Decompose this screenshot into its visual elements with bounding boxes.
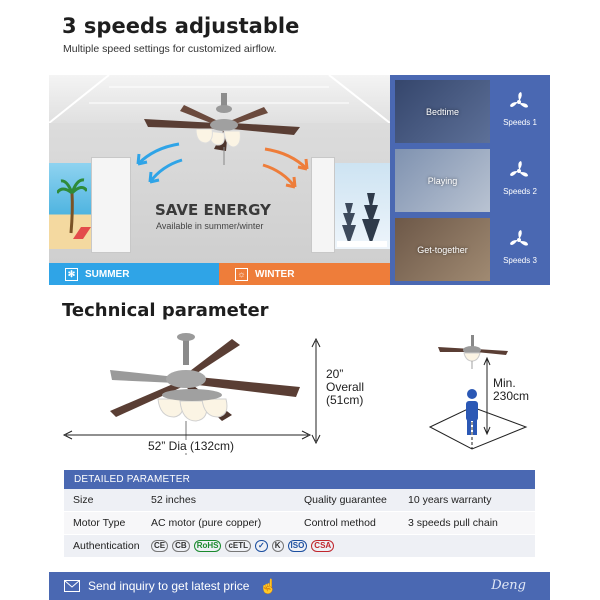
rohs-mark: RoHS [194,540,222,552]
row-label: Authentication [73,540,140,552]
save-energy-title: SAVE ENERGY [155,201,271,219]
inquiry-bar[interactable] [49,572,550,600]
etl-mark: cETL [225,540,251,552]
row-label: Motor Type [73,517,126,529]
cool-airflow-arrows [124,140,184,190]
section-subtitle-speeds: Multiple speed settings for customized airflow. [63,43,277,55]
k-mark: K [272,540,284,552]
snowy-trees-icon [337,185,387,247]
speed-2-label: Speeds 2 [503,187,537,196]
height-label: Overall [326,380,365,394]
playing-photo [395,149,490,212]
summer-bar [49,263,219,285]
row-label: Quality guarantee [304,494,387,506]
ce-mark: CE [151,540,168,552]
pointer-hand-icon: ☝ [259,577,277,594]
fan-icon [508,229,530,251]
min-value: 230cm [493,389,530,403]
fan-icon [508,91,530,113]
check-mark: ✓ [255,540,268,552]
speed-row-3 [390,215,550,283]
parameter-table-header: DETAILED PARAMETER [64,470,535,489]
diameter-dimension: 52” Dia (132cm) [148,439,235,453]
min-clearance [493,377,529,403]
playing-label: Playing [427,175,458,186]
fan-front-view [110,333,300,455]
row-value: 52 inches [151,494,196,506]
summer-label: SUMMER [85,268,130,280]
csa-mark: CSA [311,540,334,552]
snowflake-icon: ✻ [65,268,78,281]
beach-chair-icon [71,223,93,241]
height-value: 20” [326,367,344,381]
save-energy-subtitle: Available in summer/winter [156,221,264,231]
fan-icon [508,160,530,182]
right-shutter [311,157,335,253]
bedtime-label: Bedtime [425,106,460,117]
parameter-table [64,470,535,558]
height-dimension [326,368,364,407]
row-value: 3 speeds pull chain [408,517,498,529]
seasonal-scene [49,75,390,285]
row-label: Control method [304,517,376,529]
bedtime-photo [395,80,490,143]
sun-icon: ☼ [235,268,248,281]
row-label: Size [73,494,94,506]
min-label: Min. [493,376,516,390]
table-row [64,512,535,535]
row-value: 10 years warranty [408,494,492,506]
iso-mark: ISO [288,540,308,552]
winter-label: WINTER [255,268,295,280]
section-title-technical: Technical parameter [62,300,269,321]
speed-1-label: Speeds 1 [503,118,537,127]
get-together-label: Get-together [417,244,468,255]
certification-marks [143,540,334,552]
cb-mark: CB [172,540,190,552]
speed-row-1 [390,77,550,145]
inquiry-text[interactable]: Send inquiry to get latest price [88,579,250,593]
get-together-photo [395,218,490,281]
envelope-icon [64,580,80,592]
section-title-speeds: 3 speeds adjustable [62,14,300,38]
table-row [64,489,535,512]
brand-logo: Deng [491,578,526,593]
table-row [64,535,535,558]
speed-3-label: Speeds 3 [503,256,537,265]
winter-bar [219,263,390,285]
row-value: AC motor (pure copper) [151,517,262,529]
speed-row-2 [390,146,550,214]
height-cm: (51cm) [326,393,364,407]
speed-panel [390,75,550,285]
